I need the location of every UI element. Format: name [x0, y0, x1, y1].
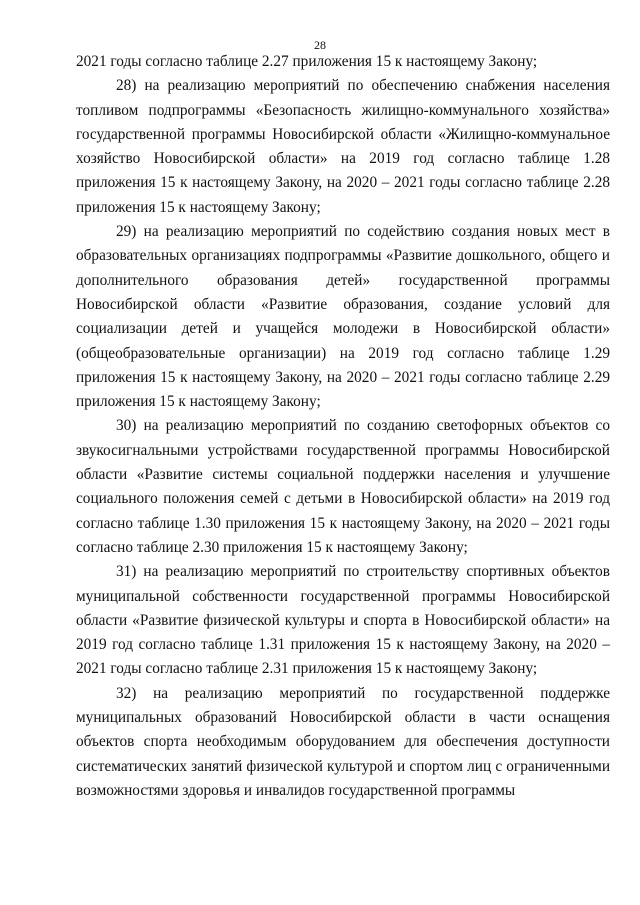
- paragraph-continuation: 2021 годы согласно таблице 2.27 приложения 15 к настоящему Закону;: [76, 53, 538, 70]
- paragraph-item-31: 31) на реализацию мероприятий по строительству спортивных объектов муниципальной собственности государственной программы Новосибирской области «Развитие физической культуры и спорта в Новосибирской области» на 2019 год согласно таблице 1.31 приложения 15 к настоящему Закону, на 2020 – 2021 годы согласно таблице 2.31 приложения 15 к настоящему Закону;: [76, 563, 610, 678]
- page-body: [76, 50, 610, 803]
- paragraph-item-30: 30) на реализацию мероприятий по созданию светофорных объектов со звукосигнальными устройствами государственной программы Новосибирской области «Развитие системы социальной поддержки населения и улучшение социального положения семей с детьми в Новосибирской области» на 2019 год согласно таблице 1.30 приложения 15 к настоящему Закону, на 2020 – 2021 годы согласно таблице 2.30 приложения 15 к настоящему Закону;: [76, 417, 610, 556]
- paragraph-item-29: 29) на реализацию мероприятий по содействию создания новых мест в образовательных организациях подпрограммы «Развитие дошкольного, общего и дополнительного образования детей» государственной программы Новосибирской области «Развитие образования, создание условий для социализации детей и учащейся молодежи в Новосибирской области» (общеобразовательные организации) на 2019 год согласно таблице 1.29 приложения 15 к настоящему Закону, на 2020 – 2021 годы согласно таблице 2.29 приложения 15 к настоящему Закону;: [76, 223, 610, 411]
- paragraph-item-32: 32) на реализацию мероприятий по государственной поддержке муниципальных образований Новосибирской области в части оснащения объектов спорта необходимым оборудованием для обеспечения доступности систематических занятий физической культурой и спортом лиц с ограниченными возможностями здоровья и инвалидов государственной программы: [76, 684, 610, 799]
- paragraph-item-28: 28) на реализацию мероприятий по обеспечению снабжения населения топливом подпрограммы «Безопасность жилищно-коммунального хозяйства» государственной программы Новосибирской области «Жилищно-коммунальное хозяйство Новосибирской области» на 2019 год согласно таблице 1.28 приложения 15 к настоящему Закону, на 2020 – 2021 годы согласно таблице 2.28 приложения 15 к настоящему Закону;: [76, 77, 610, 216]
- page-number: 28: [314, 38, 326, 52]
